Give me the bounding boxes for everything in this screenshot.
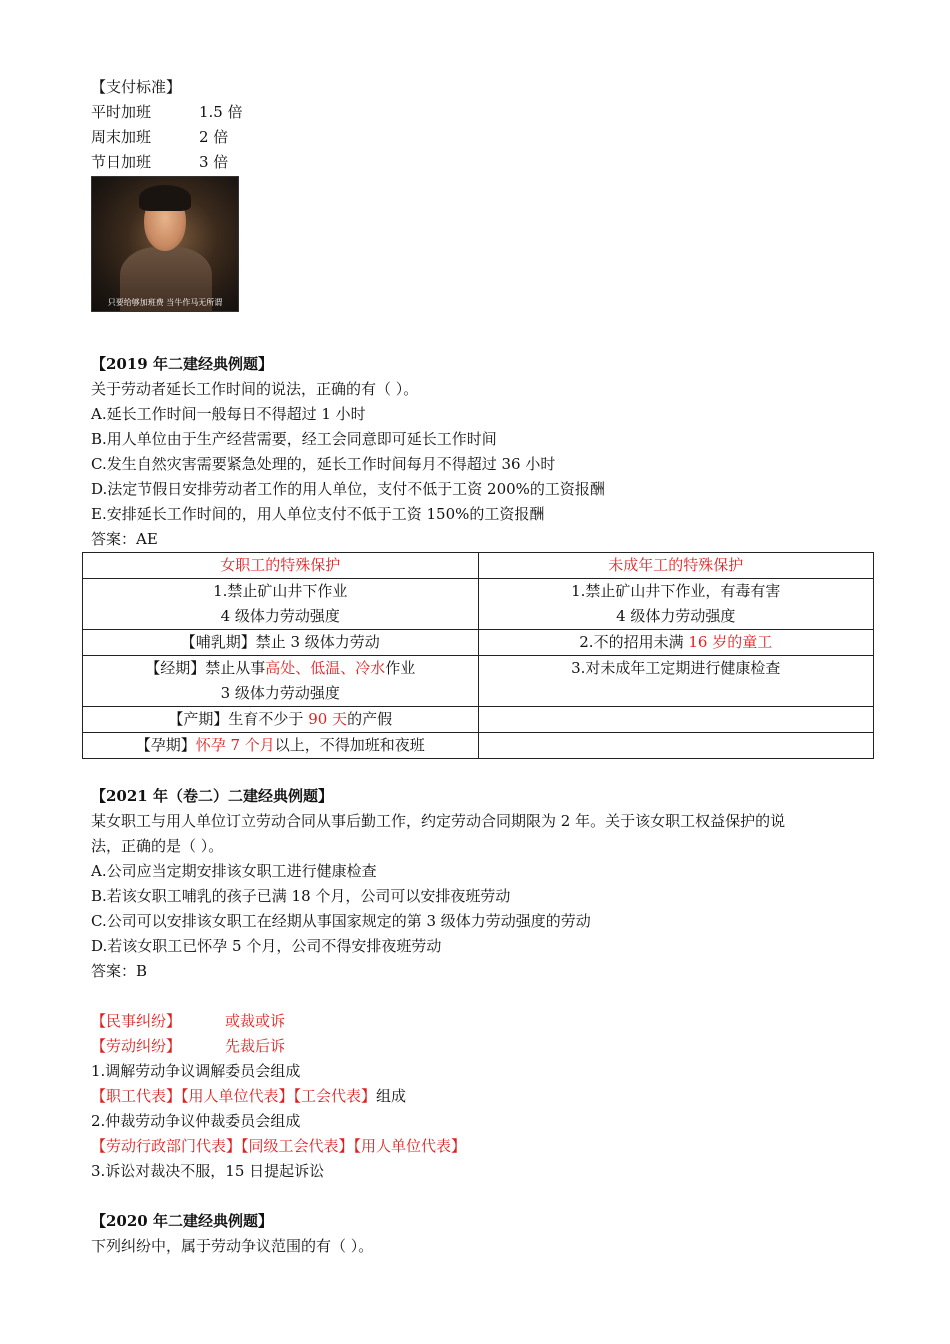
dispute-label: 【劳动纠纷】	[91, 1037, 182, 1055]
q2019-option: E.安排延长工作时间的，用人单位支付不低于工资 150%的工资报酬	[91, 505, 545, 523]
table-cell: 【哺乳期】禁止 3 级体力劳动	[83, 630, 479, 656]
cell-text: 【经期】禁止从事	[145, 659, 266, 677]
dispute-value: 先裁后诉	[225, 1037, 286, 1055]
cell-text: 【孕期】	[135, 736, 196, 754]
q2019-heading: 【2019 年二建经典例题】	[91, 355, 273, 373]
cell-highlight: 高处、低温、冷水	[265, 659, 386, 677]
table-cell	[478, 630, 874, 656]
dispute-civil	[91, 1009, 881, 1034]
dispute-label: 【民事纠纷】	[91, 1012, 182, 1030]
cell-highlight: 16 岁的童工	[688, 633, 773, 651]
pay-value: 2 倍	[199, 128, 229, 146]
pay-row	[91, 150, 881, 175]
dispute-value: 或裁或诉	[225, 1012, 286, 1030]
q2020-heading: 【2020 年二建经典例题】	[91, 1212, 273, 1230]
dispute-item: 2.仲裁劳动争议仲裁委员会组成	[91, 1112, 301, 1130]
cell-text: 作业	[385, 659, 416, 677]
photo-figure-hair	[139, 185, 191, 211]
dispute-item: 1.调解劳动争议调解委员会组成	[91, 1062, 301, 1080]
cell-text: 2.不的招用未满	[579, 633, 689, 651]
cell-line: 1.禁止矿山井下作业，有毒有害	[571, 582, 781, 600]
cell-text: 以上，不得加班和夜班	[274, 736, 425, 754]
pay-heading: 【支付标准】	[91, 78, 182, 96]
cell-line: 4 级体力劳动强度	[616, 607, 736, 625]
q2021-option: C.公司可以安排该女职工在经期从事国家规定的第 3 级体力劳动强度的劳动	[91, 912, 591, 930]
cell-highlight: 90 天	[308, 710, 348, 728]
table-cell: 3.对未成年工定期进行健康检查	[478, 656, 874, 707]
q2021-question: 法，正确的是（ ）。	[91, 837, 224, 855]
table-header-left: 女职工的特殊保护	[83, 553, 479, 579]
table-cell	[83, 656, 479, 707]
q2020-question: 下列纠纷中，属于劳动争议范围的有（ ）。	[91, 1237, 374, 1255]
pay-row	[91, 125, 881, 150]
q2019-option: D.法定节假日安排劳动者工作的用人单位，支付不低于工资 200%的工资报酬	[91, 480, 605, 498]
table-cell	[83, 579, 479, 630]
table-cell	[83, 733, 479, 759]
cell-line: 4 级体力劳动强度	[220, 607, 340, 625]
protection-table	[82, 552, 874, 759]
table-row	[83, 553, 874, 579]
cell-line: 3 级体力劳动强度	[220, 684, 340, 702]
table-header-right: 未成年工的特殊保护	[478, 553, 874, 579]
table-cell-empty	[478, 733, 874, 759]
q2019-answer: 答案：AE	[91, 530, 158, 548]
cell-highlight: 怀孕 7 个月	[195, 736, 275, 754]
reps-highlight: 【职工代表】【用人单位代表】【工会代表】	[91, 1087, 377, 1105]
table-cell-empty	[478, 707, 874, 733]
q2021-answer: 答案：B	[91, 962, 148, 980]
pay-label: 平时加班	[91, 103, 152, 121]
q2021-heading: 【2021 年（卷二）二建经典例题】	[91, 787, 333, 805]
q2021-option: A.公司应当定期安排该女职工进行健康检查	[91, 862, 377, 880]
q2019-option: A.延长工作时间一般每日不得超过 1 小时	[91, 405, 366, 423]
table-cell	[83, 707, 479, 733]
pay-value: 1.5 倍	[199, 103, 243, 121]
dispute-reps	[91, 1084, 881, 1109]
dispute-item: 3.诉讼对裁决不服，15 日提起诉讼	[91, 1162, 325, 1180]
cell-text: 【产期】生育不少于	[168, 710, 309, 728]
cell-text: 的产假	[347, 710, 393, 728]
q2021-option: B.若该女职工哺乳的孩子已满 18 个月，公司可以安排夜班劳动	[91, 887, 511, 905]
reps-suffix: 组成	[376, 1087, 407, 1105]
table-cell	[478, 579, 874, 630]
photo-caption: 只要给够加班费 当牛作马无所谓	[107, 298, 223, 307]
dispute-reps: 【劳动行政部门代表】【同级工会代表】【用人单位代表】	[91, 1137, 467, 1155]
q2021-option: D.若该女职工已怀孕 5 个月，公司不得安排夜班劳动	[91, 937, 442, 955]
table-row	[83, 733, 874, 759]
table-row	[83, 579, 874, 630]
cell-line: 1.禁止矿山井下作业	[213, 582, 348, 600]
pay-value: 3 倍	[199, 153, 229, 171]
cell-line	[83, 656, 478, 681]
table-row	[83, 707, 874, 733]
table-row	[83, 630, 874, 656]
q2019-option: C.发生自然灾害需要紧急处理的，延长工作时间每月不得超过 36 小时	[91, 455, 556, 473]
pay-label: 节日加班	[91, 153, 152, 171]
table-row	[83, 656, 874, 707]
pay-label: 周末加班	[91, 128, 152, 146]
document-page	[91, 75, 881, 1259]
q2019-question: 关于劳动者延长工作时间的说法，正确的有（ ）。	[91, 380, 419, 398]
pay-row	[91, 100, 881, 125]
meme-photo	[91, 176, 239, 312]
dispute-labor	[91, 1034, 881, 1059]
q2021-question: 某女职工与用人单位订立劳动合同从事后勤工作，约定劳动合同期限为 2 年。关于该女职工权益保护的说	[91, 812, 786, 830]
q2019-option: B.用人单位由于生产经营需要，经工会同意即可延长工作时间	[91, 430, 497, 448]
